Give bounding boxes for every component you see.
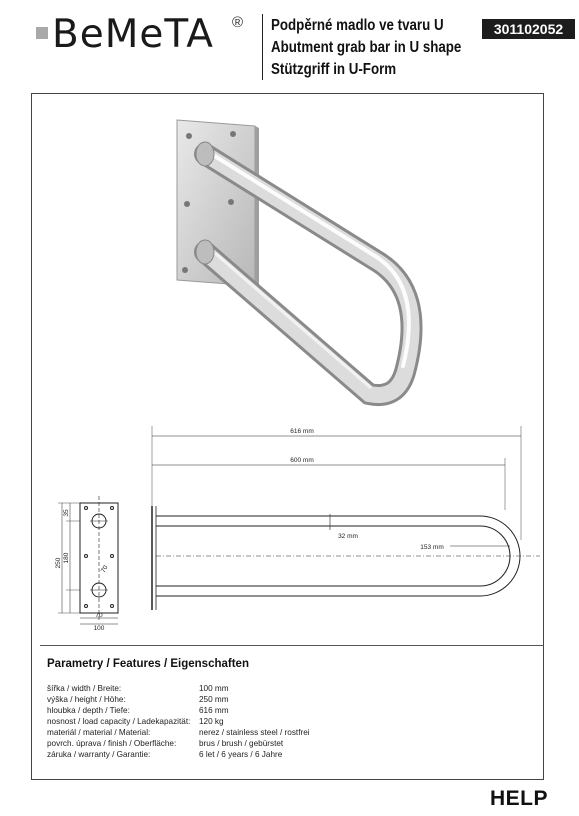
dim-bend-label: 153 mm <box>420 544 444 551</box>
plate-front-view <box>55 496 118 632</box>
logo-square-mark <box>36 27 48 39</box>
param-label: hloubka / depth / Tiefe: <box>47 706 130 715</box>
screw <box>230 131 236 137</box>
plate-dim-hole-spacing: 180 <box>63 552 70 564</box>
param-label: šířka / width / Breite: <box>47 684 122 693</box>
product-title <box>271 15 492 81</box>
param-value: nerez / stainless steel / rostfrei <box>199 728 310 737</box>
tube-flange <box>196 142 214 166</box>
plate-dim-offset: 70 <box>99 564 110 575</box>
header-divider <box>262 14 263 80</box>
dim-tube-label: 32 mm <box>338 533 358 540</box>
tube-flange <box>196 240 214 264</box>
dim-overall-label: 616 mm <box>290 428 314 435</box>
plate-dim-width: 100 <box>93 625 105 632</box>
param-value: 6 let / 6 years / 6 Jahre <box>199 750 283 759</box>
dim-length-label: 600 mm <box>290 457 314 464</box>
title-english: Abutment grab bar in U shape <box>271 39 462 56</box>
plate-dim-inner-width: 70 <box>95 612 103 619</box>
registered-mark: ® <box>232 14 244 31</box>
screw <box>182 267 188 273</box>
screw <box>228 199 234 205</box>
screw <box>184 201 190 207</box>
screw <box>186 133 192 139</box>
title-german: Stützgriff in U-Form <box>271 61 397 78</box>
parameters-heading: Parametry / Features / Eigenschaften <box>47 658 249 670</box>
product-code-badge: 301102052 <box>482 19 575 39</box>
help-link[interactable]: HELP <box>490 787 549 810</box>
param-label: záruka / warranty / Garantie: <box>47 750 151 759</box>
title-czech: Podpěrné madlo ve tvaru U <box>271 17 444 34</box>
param-label: výška / height / Höhe: <box>47 695 126 704</box>
bar-side-view <box>152 426 540 610</box>
technical-drawing <box>40 418 544 640</box>
param-label: nosnost / load capacity / Ladekapazität: <box>47 717 191 726</box>
param-label: povrch. úprava / finish / Oberfläche: <box>47 739 177 748</box>
brand-logo <box>36 14 282 64</box>
plate-dim-height: 250 <box>55 557 62 569</box>
param-value: 250 mm <box>199 695 229 704</box>
param-value: 120 kg <box>199 717 224 726</box>
param-value: 100 mm <box>199 684 229 693</box>
param-label: materiál / material / Material: <box>47 728 151 737</box>
product-photo <box>165 110 435 410</box>
param-value: 616 mm <box>199 706 229 715</box>
section-divider <box>40 645 544 646</box>
plate-dim-top: 35 <box>63 509 70 517</box>
param-value: brus / brush / gebürstet <box>199 739 284 748</box>
brand-name: BeMeTA <box>52 12 214 57</box>
